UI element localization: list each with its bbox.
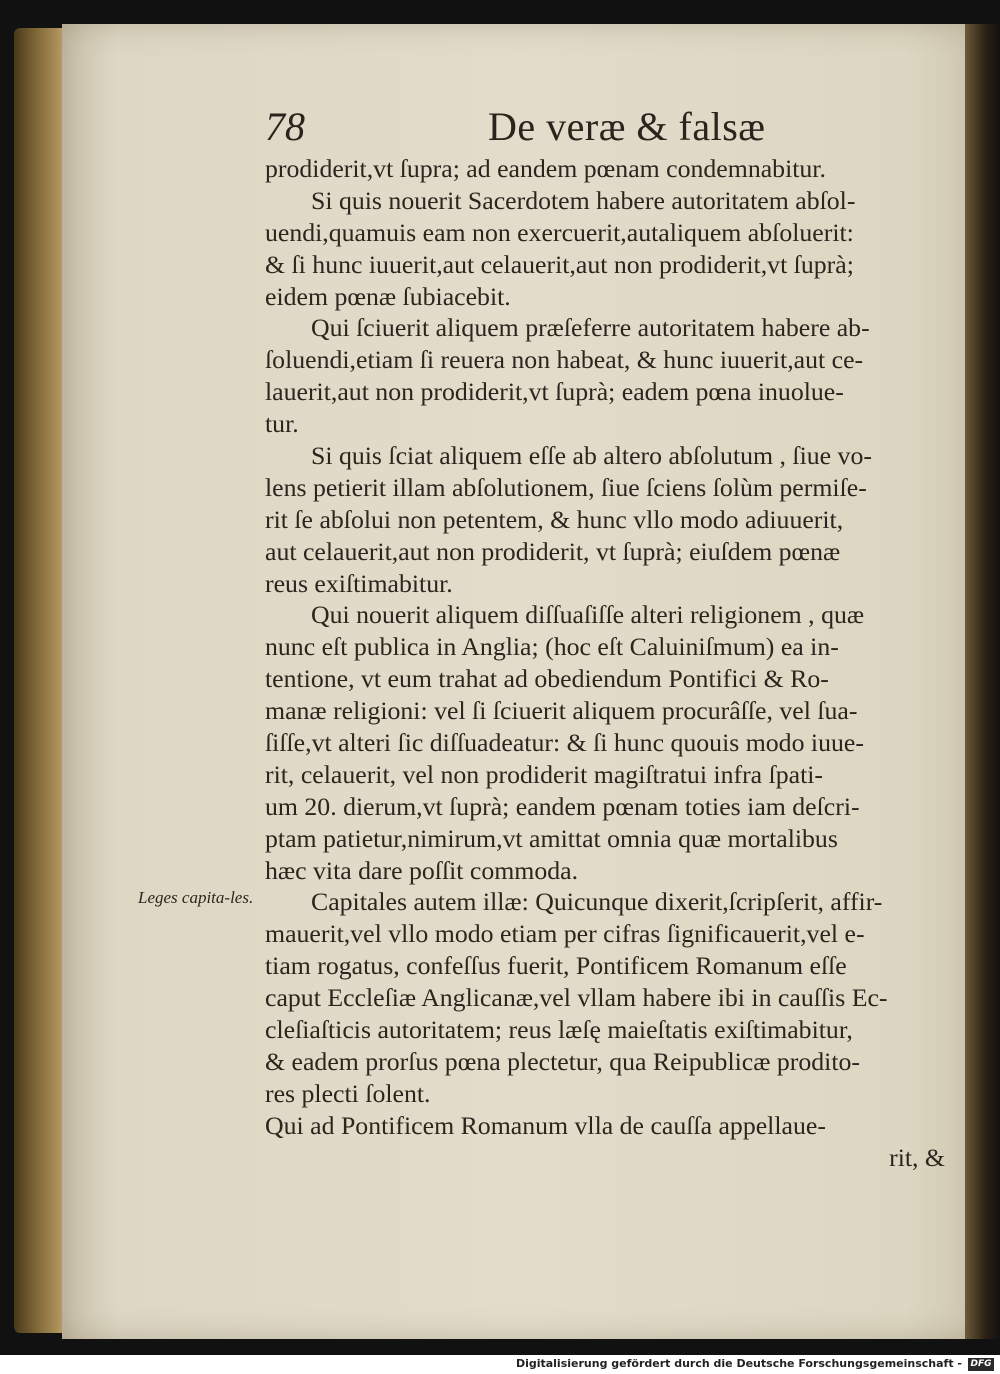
text-line: ptam patietur,nimirum,vt amittat omnia quæ mortalibus [265, 823, 838, 853]
text-line: prodiderit,vt ſupra; ad eandem pœnam condemnabitur. [265, 154, 826, 183]
text-line: Si quis ſciat aliquem eſſe ab altero abſolutum , ſiue vo- [311, 441, 872, 471]
text-line: ſiſſe,vt alteri ſic diſſuadeatur: & ſi hunc quouis modo iuue- [265, 728, 864, 758]
text-line: tur. [265, 409, 299, 439]
text-line: rit, celauerit, vel non prodiderit magiſtratui infra ſpati- [265, 759, 824, 789]
text-line: mauerit,vel vllo modo etiam per cifras ſignificauerit,vel e- [265, 919, 865, 949]
text-line: ſoluendi,etiam ſi reuera non habeat, & hunc iuuerit,aut ce- [265, 345, 864, 375]
text-line: res plecti ſolent. [265, 1078, 431, 1108]
text-line: aut celauerit,aut non prodiderit, vt ſuprà; eiuſdem pœnæ [265, 536, 841, 566]
text-line: reus exiſtimabitur. [265, 568, 453, 598]
text-line: Qui ad Pontificem Romanum vlla de cauſſa appellaue- [265, 1110, 826, 1140]
body-text [265, 153, 945, 1174]
marginal-note: Leges capita-les. [138, 888, 254, 907]
text-line: Qui ſciuerit aliquem præſeferre autoritatem habere ab- [311, 313, 870, 343]
text-line: & eadem prorſus pœna plectetur, qua Reipublicæ prodito- [265, 1046, 861, 1076]
text-line: tentione, vt eum trahat ad obediendum Pontifici & Ro- [265, 664, 829, 694]
text-line: Qui nouerit aliquem diſſuaſiſſe alteri religionem , quæ [311, 600, 865, 630]
footer-bar [0, 1355, 1000, 1374]
page-number: 78 [265, 104, 305, 149]
text-line: um 20. dierum,vt ſuprà; eandem pœnam toties iam deſcri- [265, 791, 860, 821]
dfg-logo: DFG [968, 1358, 994, 1371]
text-line: lens petierit illam abſolutionem, ſiue ſciens ſolùm permiſe- [265, 472, 867, 502]
book-gutter [965, 24, 1000, 1339]
text-line: Si quis nouerit Sacerdotem habere autoritatem abſol- [311, 185, 856, 215]
text-line: rit, & [889, 1142, 945, 1172]
text-line: caput Eccleſiæ Anglicanæ,vel vllam habere ibi in cauſſis Ec- [265, 983, 888, 1013]
text-line: & ſi hunc iuuerit,aut celauerit,aut non prodiderit,vt ſuprà; [265, 249, 854, 279]
text-line: manæ religioni: vel ſi ſciuerit aliquem procurâſſe, vel ſua- [265, 696, 858, 726]
text-line: nunc eſt publica in Anglia; (hoc eſt Caluiniſmum) ea in- [265, 632, 839, 662]
text-line: uendi,quamuis eam non exercuerit,autaliquem abſoluerit: [265, 217, 854, 247]
footer-credit: Digitalisierung gefördert durch die Deutsche Forschungsgemeinschaft - [515, 1357, 962, 1370]
text-line: hæc vita dare poſſit commoda. [265, 855, 579, 885]
text-line: eidem pœnæ ſubiacebit. [265, 281, 511, 311]
text-line: Capitales autem illæ: Quicunque dixerit,ſcripſerit, affir- [311, 887, 883, 917]
text-line: lauerit,aut non prodiderit,vt ſuprà; eadem pœna inuolue- [265, 377, 844, 407]
running-head: De veræ & falsæ [488, 104, 766, 149]
text-line: rit ſe abſolui non petentem, & hunc vllo modo adiuuerit, [265, 504, 844, 534]
text-line: tiam rogatus, confeſſus fuerit, Pontificem Romanum eſſe [265, 951, 847, 981]
text-line: cleſiaſticis autoritatem; reus læſę maieſtatis exiſtimabitur, [265, 1015, 853, 1045]
